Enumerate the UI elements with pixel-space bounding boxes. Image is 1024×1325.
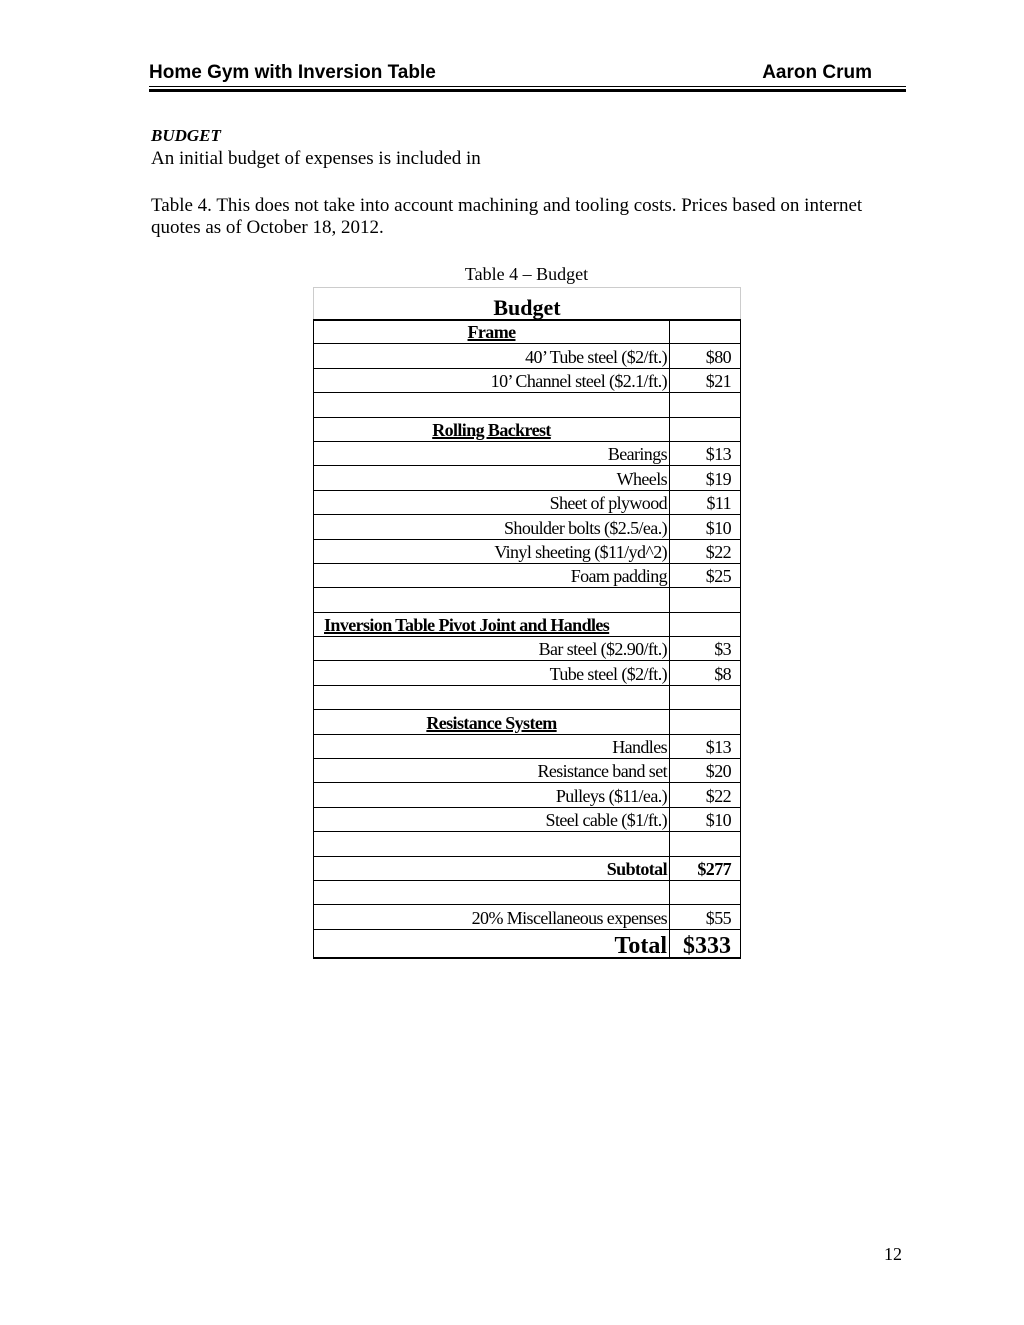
item-label: Vinyl sheeting ($11/yd^2) [314,539,670,563]
item-label: Tube steel ($2/ft.) [314,661,670,685]
item-cost: $10 [670,807,741,831]
section-heading-frame: Frame [314,320,670,344]
item-cost: $8 [670,661,741,685]
spacer-row [314,588,741,612]
section-row-resistance [314,710,741,734]
item-cost: $13 [670,441,741,465]
total-row [314,929,741,958]
item-cost: $22 [670,539,741,563]
section-heading-resistance: Resistance System [314,710,670,734]
page-number: 12 [884,1244,902,1264]
notes-paragraph: Table 4. This does not take into account machining and tooling costs. Prices based on internet quotes as of October 18, 2012. [151,195,863,238]
spacer-row [314,880,741,904]
item-label: Resistance band set [314,759,670,783]
item-cost: $22 [670,783,741,807]
table-row [314,466,741,490]
item-label: Steel cable ($1/ft.) [314,807,670,831]
item-cost: $3 [670,637,741,661]
item-label: Wheels [314,466,670,490]
page-header [149,60,906,94]
table-caption: Table 4 – Budget [464,264,589,284]
table-row [314,515,741,539]
table-title: Budget [314,288,741,320]
author-name: Aaron Crum [762,62,872,83]
subtotal-label: Subtotal [314,856,670,880]
item-cost: $13 [670,734,741,758]
section-row-frame [314,320,741,344]
subtotal-row [314,856,741,880]
table-row [314,637,741,661]
table-row [314,661,741,685]
section-heading-inversion: Inversion Table Pivot Joint and Handles [314,612,670,636]
section-row-inversion [314,612,741,636]
table-title-row [314,288,741,320]
table-row [314,807,741,831]
section-heading-rolling-backrest: Rolling Backrest [314,417,670,441]
item-label: Sheet of plywood [314,490,670,514]
section-heading: BUDGET [151,126,221,145]
spacer-row [314,685,741,709]
item-cost: $10 [670,515,741,539]
spacer-row [314,832,741,856]
misc-row [314,905,741,929]
budget-table [313,287,741,959]
table-row [314,490,741,514]
header-rule-thick [149,89,906,92]
item-label: Handles [314,734,670,758]
header-rule-thin [149,86,906,87]
item-label: 40’ Tube steel ($2/ft.) [314,344,670,368]
table-row [314,441,741,465]
item-cost: $20 [670,759,741,783]
item-cost: $19 [670,466,741,490]
item-label: Bearings [314,441,670,465]
subtotal-value: $277 [670,856,741,880]
document-title: Home Gym with Inversion Table [149,62,436,83]
misc-value: $55 [670,905,741,929]
item-label: 10’ Channel steel ($2.1/ft.) [314,368,670,392]
item-label: Foam padding [314,563,670,587]
misc-label: 20% Miscellaneous expenses [314,905,670,929]
item-label: Shoulder bolts ($2.5/ea.) [314,515,670,539]
item-label: Pulleys ($11/ea.) [314,783,670,807]
total-value: $333 [670,929,741,958]
item-cost: $80 [670,344,741,368]
table-row [314,783,741,807]
table-row [314,539,741,563]
section-row-rolling-backrest [314,417,741,441]
item-label: Bar steel ($2.90/ft.) [314,637,670,661]
spacer-row [314,393,741,417]
total-label: Total [314,929,670,958]
table-row [314,563,741,587]
item-cost: $21 [670,368,741,392]
item-cost: $11 [670,490,741,514]
table-row [314,368,741,392]
item-cost: $25 [670,563,741,587]
table-row [314,344,741,368]
table-row [314,759,741,783]
table-row [314,734,741,758]
intro-paragraph: An initial budget of expenses is included in [151,148,481,169]
